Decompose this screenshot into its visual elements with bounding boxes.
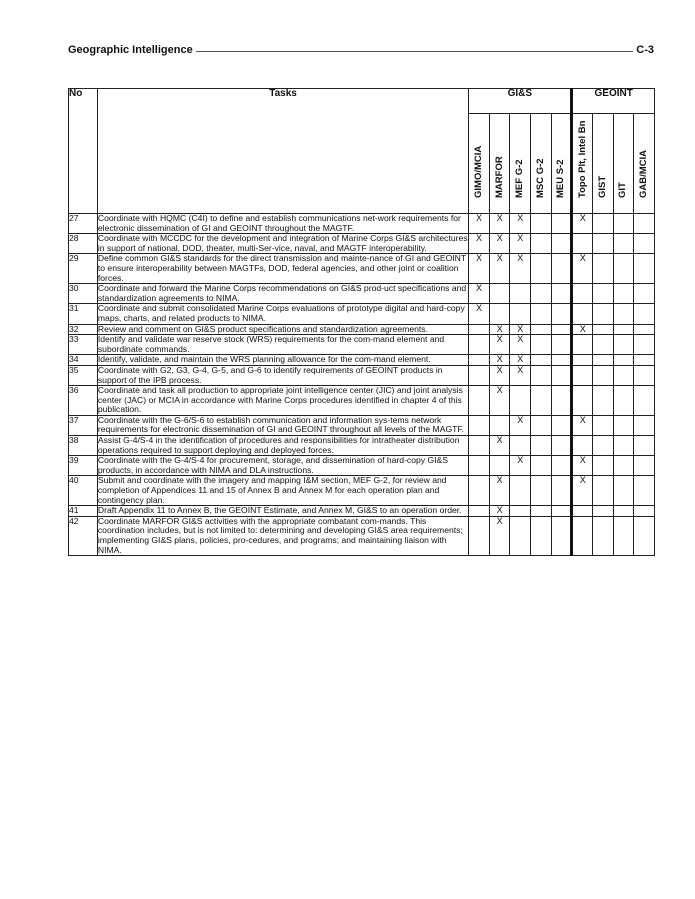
responsibility-mark <box>510 284 531 304</box>
task-description: Assist G-4/S-4 in the identification of procedures and responsibilities for intratheater distribution operations required to support deploying and deployed forces. <box>97 436 468 456</box>
responsibility-mark <box>531 436 552 456</box>
task-number: 28 <box>69 234 98 254</box>
table-row <box>69 365 655 385</box>
responsibility-mark: X <box>489 234 510 254</box>
responsibility-mark <box>593 456 614 476</box>
task-number: 32 <box>69 324 98 335</box>
column-header-gab-mcia <box>634 114 655 214</box>
responsibility-mark <box>531 355 552 366</box>
responsibility-mark <box>531 516 552 555</box>
task-description: Submit and coordinate with the imagery and mapping I&M section, MEF G-2, for review and completion of Appendices 11 and 15 of Annex B and Annex M for each operation plan and contingency plan. <box>97 476 468 506</box>
task-number: 42 <box>69 516 98 555</box>
responsibility-mark <box>593 284 614 304</box>
column-header-label: GAB/MCIA <box>638 150 650 199</box>
responsibility-mark: X <box>572 324 593 335</box>
responsibility-mark: X <box>572 456 593 476</box>
responsibility-mark <box>531 324 552 335</box>
responsibility-mark <box>572 386 593 416</box>
responsibility-mark <box>551 254 572 284</box>
column-header-gimo-mcia <box>469 114 490 214</box>
responsibility-mark <box>613 456 634 476</box>
responsibility-mark <box>572 304 593 324</box>
responsibility-mark <box>551 355 572 366</box>
responsibility-mark <box>531 234 552 254</box>
table-row <box>69 335 655 355</box>
table-row <box>69 476 655 506</box>
responsibility-mark <box>489 456 510 476</box>
column-header-label: GIT <box>617 182 629 199</box>
table-row <box>69 234 655 254</box>
responsibility-mark: X <box>489 476 510 506</box>
responsibility-mark <box>531 254 552 284</box>
responsibility-mark <box>531 415 552 435</box>
responsibility-mark <box>634 365 655 385</box>
responsibility-mark <box>572 516 593 555</box>
responsibility-mark <box>634 386 655 416</box>
group-header-geoint: GEOINT <box>572 89 655 114</box>
responsibility-mark: X <box>489 436 510 456</box>
responsibility-mark: X <box>510 365 531 385</box>
responsibility-mark <box>551 456 572 476</box>
responsibility-mark: X <box>510 355 531 366</box>
responsibility-mark <box>613 415 634 435</box>
responsibility-mark <box>489 284 510 304</box>
responsibility-mark <box>510 386 531 416</box>
task-description: Coordinate with MCCDC for the development and integration of Marine Corps GI&S architectures in support of national, DOD, theater, multi-Ser-vice, naval, and MAGTF interoperability. <box>97 233 468 253</box>
task-number: 38 <box>69 436 98 456</box>
responsibility-mark <box>572 365 593 385</box>
responsibility-mark <box>489 415 510 435</box>
responsibility-mark <box>469 436 490 456</box>
group-header-gis: GI&S <box>469 89 572 114</box>
responsibility-mark <box>531 365 552 385</box>
table-row <box>69 456 655 476</box>
responsibility-mark <box>593 324 614 335</box>
responsibility-mark <box>613 506 634 517</box>
responsibility-mark <box>613 234 634 254</box>
responsibility-mark <box>634 415 655 435</box>
responsibility-mark: X <box>510 254 531 284</box>
responsibility-mark <box>469 386 490 416</box>
table-row <box>69 415 655 435</box>
column-header-topo-plt-intel-bn <box>572 114 593 214</box>
task-number: 41 <box>69 506 98 517</box>
table-row <box>69 284 655 304</box>
header-rule <box>196 51 634 52</box>
task-rows <box>69 214 655 556</box>
table-row <box>69 386 655 416</box>
responsibility-mark <box>531 284 552 304</box>
table-row <box>69 436 655 456</box>
responsibility-mark <box>572 284 593 304</box>
task-number: 27 <box>69 214 98 234</box>
column-header-git <box>613 114 634 214</box>
responsibility-mark <box>551 415 572 435</box>
column-header-tasks: Tasks <box>97 89 468 214</box>
responsibility-mark <box>572 355 593 366</box>
responsibility-mark <box>613 386 634 416</box>
table-row <box>69 254 655 284</box>
responsibility-mark <box>593 516 614 555</box>
task-number: 36 <box>69 386 98 416</box>
responsibility-mark <box>469 355 490 366</box>
responsibility-mark <box>572 335 593 355</box>
responsibility-mark <box>634 324 655 335</box>
responsibility-mark <box>634 506 655 517</box>
responsibility-mark <box>613 355 634 366</box>
task-responsibility-matrix <box>68 88 655 556</box>
task-number: 33 <box>69 335 98 355</box>
responsibility-mark <box>613 365 634 385</box>
responsibility-mark <box>634 436 655 456</box>
responsibility-mark: X <box>469 304 490 324</box>
responsibility-mark <box>510 506 531 517</box>
responsibility-mark <box>551 324 572 335</box>
responsibility-mark: X <box>469 214 490 234</box>
responsibility-mark: X <box>489 355 510 366</box>
responsibility-mark <box>551 284 572 304</box>
column-header-meu-s-2 <box>551 114 572 214</box>
responsibility-mark <box>634 284 655 304</box>
task-number: 40 <box>69 476 98 506</box>
responsibility-mark <box>572 436 593 456</box>
responsibility-mark <box>469 506 490 517</box>
task-description: Coordinate and forward the Marine Corps recommendations on GI&S prod-uct specifications and standardization agreements to NIMA. <box>97 284 468 304</box>
task-number: 37 <box>69 415 98 435</box>
responsibility-mark <box>613 214 634 234</box>
task-number: 35 <box>69 365 98 385</box>
responsibility-mark: X <box>489 254 510 284</box>
responsibility-mark: X <box>572 476 593 506</box>
task-description: Coordinate and submit consolidated Marine Corps evaluations of prototype digital and hard-copy maps, charts, and related products to NIMA. <box>97 304 468 324</box>
responsibility-mark: X <box>489 506 510 517</box>
responsibility-mark <box>593 365 614 385</box>
responsibility-mark <box>531 386 552 416</box>
responsibility-mark <box>551 386 572 416</box>
responsibility-mark: X <box>469 254 490 284</box>
table-row <box>69 304 655 324</box>
column-header-label: MEU S-2 <box>555 159 567 199</box>
task-description: Coordinate MARFOR GI&S activities with the appropriate combatant com-mands. This coordination includes, but is not limited to: determining and developing GI&S area requirements; implementing GI&S plans, policies, pro-cedures, and programs; and maintaining liaison with NIMA. <box>97 516 468 555</box>
table-row <box>69 355 655 366</box>
responsibility-mark <box>531 214 552 234</box>
responsibility-mark <box>634 214 655 234</box>
responsibility-mark <box>593 214 614 234</box>
responsibility-mark <box>593 436 614 456</box>
responsibility-mark <box>510 516 531 555</box>
responsibility-mark <box>572 506 593 517</box>
responsibility-mark <box>531 506 552 517</box>
responsibility-mark <box>593 506 614 517</box>
task-number: 39 <box>69 456 98 476</box>
task-description: Identify, validate, and maintain the WRS planning allowance for the com-mand element. <box>97 355 468 366</box>
responsibility-mark <box>551 365 572 385</box>
responsibility-mark <box>551 335 572 355</box>
responsibility-mark <box>469 415 490 435</box>
responsibility-mark <box>551 476 572 506</box>
column-header-mef-g-2 <box>510 114 531 214</box>
responsibility-mark <box>613 335 634 355</box>
responsibility-mark: X <box>489 365 510 385</box>
column-header-no: No <box>69 89 98 214</box>
responsibility-mark: X <box>572 415 593 435</box>
responsibility-mark <box>593 476 614 506</box>
responsibility-mark <box>469 516 490 555</box>
responsibility-mark <box>510 436 531 456</box>
column-header-msc-g-2 <box>531 114 552 214</box>
column-header-label: GIMO/MCIA <box>473 146 485 199</box>
task-number: 30 <box>69 284 98 304</box>
task-description: Coordinate and task all production to appropriate joint intelligence center (JIC) and joint analysis center (JAC) or MCIA in accordance with Marine Corps procedures identified in chapter 4 of this publication. <box>97 386 468 416</box>
page-number: C-3 <box>636 44 654 56</box>
responsibility-mark <box>593 355 614 366</box>
responsibility-mark: X <box>489 516 510 555</box>
responsibility-mark <box>469 456 490 476</box>
responsibility-mark <box>593 254 614 284</box>
column-header-gist <box>593 114 614 214</box>
running-header <box>68 43 654 57</box>
task-description: Identify and validate war reserve stock (WRS) requirements for the com-mand element and subordinate commands. <box>97 335 468 355</box>
responsibility-mark <box>551 506 572 517</box>
responsibility-mark <box>634 335 655 355</box>
responsibility-mark: X <box>510 214 531 234</box>
column-header-label: MEF G-2 <box>514 159 526 199</box>
responsibility-mark <box>593 386 614 416</box>
responsibility-mark <box>613 284 634 304</box>
responsibility-mark: X <box>510 456 531 476</box>
column-header-label: GIST <box>597 176 609 199</box>
responsibility-mark <box>634 234 655 254</box>
responsibility-mark: X <box>572 254 593 284</box>
responsibility-mark <box>593 304 614 324</box>
responsibility-mark: X <box>489 335 510 355</box>
responsibility-mark <box>551 436 572 456</box>
column-header-label: MARFOR <box>493 156 505 199</box>
responsibility-mark <box>613 436 634 456</box>
table-row <box>69 324 655 335</box>
responsibility-mark <box>510 304 531 324</box>
column-header-label: Topo Plt, Intel Bn <box>576 121 588 199</box>
responsibility-mark <box>593 335 614 355</box>
responsibility-mark <box>613 324 634 335</box>
responsibility-mark <box>634 304 655 324</box>
responsibility-mark <box>613 476 634 506</box>
task-description: Coordinate with the G-4/S-4 for procurement, storage, and dissemination of hard-copy GI&S products, in accordance with NIMA and DLA instructions. <box>97 456 468 476</box>
responsibility-mark <box>531 304 552 324</box>
responsibility-mark <box>593 415 614 435</box>
responsibility-mark <box>593 234 614 254</box>
responsibility-mark <box>613 304 634 324</box>
responsibility-mark: X <box>489 324 510 335</box>
task-number: 34 <box>69 355 98 366</box>
responsibility-mark <box>572 234 593 254</box>
responsibility-mark <box>613 516 634 555</box>
responsibility-mark <box>469 335 490 355</box>
responsibility-mark <box>510 476 531 506</box>
responsibility-mark: X <box>469 284 490 304</box>
task-number: 29 <box>69 254 98 284</box>
responsibility-mark <box>634 516 655 555</box>
responsibility-mark <box>613 254 634 284</box>
group-header-row <box>69 89 655 114</box>
responsibility-mark <box>469 476 490 506</box>
responsibility-mark <box>531 456 552 476</box>
responsibility-mark: X <box>469 234 490 254</box>
responsibility-mark <box>551 516 572 555</box>
responsibility-mark: X <box>572 214 593 234</box>
responsibility-mark: X <box>510 335 531 355</box>
table-row <box>69 214 655 234</box>
responsibility-mark <box>551 214 572 234</box>
responsibility-mark <box>634 456 655 476</box>
column-header-marfor <box>489 114 510 214</box>
responsibility-mark <box>469 324 490 335</box>
responsibility-mark: X <box>489 214 510 234</box>
responsibility-mark <box>489 304 510 324</box>
responsibility-mark: X <box>510 324 531 335</box>
responsibility-mark: X <box>510 234 531 254</box>
task-number: 31 <box>69 304 98 324</box>
running-head-title: Geographic Intelligence <box>68 44 193 56</box>
responsibility-mark: X <box>489 386 510 416</box>
responsibility-mark: X <box>510 415 531 435</box>
responsibility-mark <box>531 476 552 506</box>
column-header-label: MSC G-2 <box>535 158 547 199</box>
table-row <box>69 506 655 517</box>
task-description: Coordinate with G2, G3, G-4, G-5, and G-6 to identify requirements of GEOINT products in support of the IPB process. <box>97 365 468 385</box>
responsibility-mark <box>634 355 655 366</box>
responsibility-mark <box>531 335 552 355</box>
task-description: Coordinate with the G-6/S-6 to establish communication and information sys-tems network requirements for electronic dissemination of GI and GEOINT throughout all levels of the MAGTF. <box>97 415 468 435</box>
responsibility-mark <box>634 476 655 506</box>
task-description: Define common GI&S standards for the direct transmission and mainte-nance of GI and GEOINT to ensure interoperability between MAGTFs, DOD, federal agencies, and other joint or coalition forces. <box>97 254 468 284</box>
task-description: Coordinate with HQMC (C4I) to define and establish communications net-work requirements for electronic dissemination of GI and GEOINT throughout the MAGTF. <box>97 214 468 234</box>
responsibility-mark <box>551 304 572 324</box>
responsibility-mark <box>551 234 572 254</box>
responsibility-mark <box>469 365 490 385</box>
table-row <box>69 516 655 555</box>
task-description: Draft Appendix 11 to Annex B, the GEOINT Estimate, and Annex M, GI&S to an operation order. <box>97 506 468 517</box>
responsibility-mark <box>634 254 655 284</box>
task-description: Review and comment on GI&S product specifications and standardization agreements. <box>97 324 468 335</box>
